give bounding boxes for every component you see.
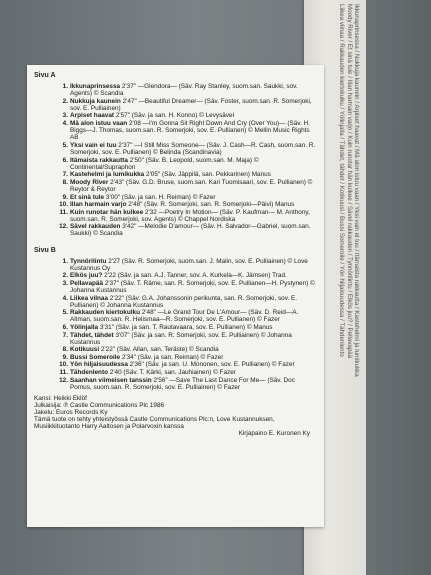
track-info: 2'48" —Le Grand Tour De L'Amour— (Säv. D. Reid—A. Altman, suom.san. R. Helismaa—R. Somerjoki, sov. E. Pullianen) © Fazer [70, 309, 299, 324]
track-details [70, 223, 318, 237]
track-info: 2'22" (Säv. G.A. Johanssonin perikunta, san. R. Somerjoki, sov. E. Pullianen) © Johanna Kustannus [70, 294, 298, 309]
track-row [34, 194, 318, 201]
track-row [34, 142, 318, 156]
track-details [70, 361, 318, 368]
track-details [70, 120, 318, 141]
track-info: 2'37" (Säv. T. Räme, san. R. Somerjoki, sov. E. Pullianen—H. Pystynen) © Johanna Kustannus [70, 279, 315, 295]
track-number: 5. [62, 309, 68, 317]
track-number: 7. [62, 171, 68, 179]
track-number: 3. [62, 279, 68, 287]
track-row [34, 98, 318, 112]
track-number: 9. [62, 353, 68, 361]
track-number: 4. [62, 294, 68, 302]
track-details [70, 295, 318, 309]
track-title: Kastehelmi ja lumikukka [70, 171, 145, 179]
track-number: 12. [59, 223, 68, 231]
track-title: Mä alon istuu vaan [70, 120, 128, 128]
track-info: 2'50" (Säv. B. Leopold, suom.san. M. Maja) © Continental/Supraphon [70, 156, 259, 171]
track-number: 5. [62, 141, 68, 149]
spine-line: Liikea vilnaa / Rakkauden kiertokulku / Yölinjalla / Tähdet, tähdet / Kotikuusi / Bussi Someroile / Yön hiljaisuudessa / Tähdenlento [338, 4, 346, 357]
track-row [34, 83, 318, 97]
track-details [70, 112, 318, 119]
track-row [34, 201, 318, 208]
track-number: 12. [59, 376, 68, 384]
track-row [34, 377, 318, 391]
track-details [70, 171, 318, 178]
track-number: 9. [62, 193, 68, 201]
track-info: 2'08 —I'm Gonna Sit Right Down And Cry (Over You)— (Säv. H. Biggs—J. Thomas, suom.san. R. Somerjoki, sov. E. Pullianen) © Mellin Music Rights AB [70, 120, 310, 142]
track-title: Liikea vilnaa [70, 294, 109, 302]
track-row [34, 112, 318, 119]
track-info: 2'48" (Säv. R. Somerjoki, san. R. Somerjoki—Päivi) Manus [126, 201, 295, 209]
track-details [70, 309, 318, 323]
side-a-heading: Sivu A [34, 72, 56, 79]
spine-line: Ikkunaprinsessa / Nukkuja kaunein / Arpiset haavat / Mä alon istuu vaan / Yksi vain ei tuu / Itämaista rakkautta / Kastehelmi ja lumikukka [353, 4, 360, 377]
track-details [70, 354, 318, 361]
track-row [34, 354, 318, 361]
credit-cover: Kansi: Heikki Eklöf [34, 394, 87, 402]
track-info: 2'36" (Säv. ja san. U. Mononen, sov. E. Pullianen) © Fazer [127, 361, 295, 369]
track-row [34, 369, 318, 376]
track-info: 2'43" (Säv. G.D. Bruse, suom.san. Kari Tuomisaari, sov. E. Pullianen) © Reytor & Reytor [70, 178, 313, 193]
track-row [34, 258, 318, 272]
track-number: 8. [62, 346, 68, 354]
track-details [70, 201, 318, 208]
track-info: 2'56" —Save The Last Dance For Me— (Säv. Doc Pomus, suom.san. R. Somerjoki, sov. E. Pulliainen) © Fazer [70, 376, 295, 391]
track-info: 2'22" (Säv. Allan, san. Teräste) © Scandia [99, 346, 219, 354]
track-row [34, 309, 318, 323]
track-number: 11. [59, 208, 68, 216]
track-number: 2. [62, 272, 68, 280]
track-title: Moody River [70, 178, 109, 186]
track-title: Rakkauden kiertokulku [70, 309, 140, 317]
track-row [34, 324, 318, 331]
track-number: 11. [59, 369, 68, 377]
cassette-insert-card [27, 65, 324, 527]
track-number: 6. [62, 324, 68, 331]
track-details [70, 98, 318, 112]
track-details [70, 83, 318, 97]
track-info: 3'42" —Melodie D'amour— (Säv. H. Salvador—Gabriel, suom.san. Saukki) © Scandia [70, 223, 311, 238]
track-title: Sävel rakkauden [70, 223, 121, 231]
track-row [34, 157, 318, 171]
track-title: Ikkunaprinsessa [70, 83, 121, 91]
track-title: Tähdenlento [70, 369, 108, 377]
track-details [70, 179, 318, 193]
track-row [34, 332, 318, 346]
track-info: 2'32 —Poetry In Motion— (Säv. P. Kaufman— M. Anthony, suom.san. R. Somerjoki, sov. Agents) © Chappel Nordiska [70, 208, 310, 223]
track-info: 3'31" (Säv. ja san. T. Rautavaara, sov. E. Pullianen) © Manus [98, 324, 273, 331]
track-title: Pellavapää [70, 279, 104, 287]
track-number: 1. [62, 257, 68, 265]
track-info: 2'47" —Beautiful Dreamer— (Säv. Foster, suom.san. R. Somerjoki, sov. E. Pulliainen) [70, 97, 312, 112]
side-b-heading: Sivu B [34, 246, 56, 254]
track-details [70, 272, 318, 279]
track-details [70, 377, 318, 391]
track-title: Kuin runotar hän kulkee [70, 208, 144, 216]
track-number: 10. [59, 201, 68, 209]
spine-text [338, 4, 360, 564]
track-info: 2'40 (Säv. T. Kärki, san. Jauhiainen) © Fazer [108, 369, 236, 377]
track-details [70, 258, 318, 272]
track-row [34, 346, 318, 353]
track-details [70, 280, 318, 294]
track-title: Yölinjalla [70, 324, 99, 331]
track-number: 2. [62, 97, 68, 105]
side-b-track-list [34, 258, 318, 391]
track-row [34, 223, 318, 237]
track-number: 10. [59, 361, 68, 369]
track-title: Nukkuja kaunein [70, 97, 121, 105]
track-number: 8. [62, 178, 68, 186]
track-details [70, 369, 318, 376]
track-title: Illan harmain varjo [70, 201, 127, 209]
track-info: 2'22 (Säv. ja san. A.J. Tanner, sov. A. Kurkela—K. Jämsen) Trad. [102, 272, 287, 280]
track-title: Et sinä tule [70, 193, 105, 201]
track-number: 6. [62, 156, 68, 164]
track-info: 2'37" —I Still Miss Someone— (Säv. J. Cash—R. Cash, suom.san. R. Somerjoki, sov. E. Pullianen) © Belinda (Scandinavia) [70, 141, 316, 156]
track-row [34, 272, 318, 279]
track-title: Bussi Someroile [70, 353, 121, 361]
track-details [70, 209, 318, 223]
credit-printer: Kirjapaino E. Kuronen Ky [238, 430, 310, 438]
credit-note: Tämä tuote on tehty yhteistyössä Castle Communications Plc:n, Love Kustannuksen, Musiikkituotanto Harry Aaltosen ja Polarvoxin kanssa [34, 416, 275, 431]
credit-distribution: Jakelu: Euros Records Ky [34, 409, 108, 417]
track-title: Kotikuusi [70, 346, 100, 354]
track-info: 2'27 (Säv. R. Somerjoki, suom.san. J. Malin, sov. E. Pulliainen) © Love Kustannus Oy [70, 257, 308, 272]
track-info: 3'00" (Säv. ja san. H. Reiman) © Fazer [104, 193, 216, 201]
track-row [34, 361, 318, 368]
track-info: 2'05" (Säv. Jäppilä, san. Pekkarinen) Manus [144, 171, 271, 179]
track-row [34, 280, 318, 294]
track-row [34, 295, 318, 309]
track-title: Yön hiljaisuudessa [70, 361, 128, 369]
track-info: 3'07" (Säv. ja san. R. Somerjoki, sov. E. Pulliainen) © Johanna Kustannus [70, 331, 292, 346]
track-title: Tähdet, tähdet [70, 331, 114, 339]
track-details [70, 157, 318, 171]
track-row [34, 179, 318, 193]
credit-publisher: Julkaisija: ℗ Castle Communications Plc 1986 [34, 401, 165, 409]
track-title: Saanhan viimeisen tanssin [70, 376, 152, 384]
spine-line: Moody River / Et sinä tule / Illan harmain varjo / Kuin runotar hän kulkee / Sävel rakkauden / Tynnörilintu / Elkös juu? / Pellavapää [345, 4, 353, 359]
track-title: Tynnörilintu [70, 257, 107, 265]
track-details [70, 324, 318, 331]
track-row [34, 171, 318, 178]
track-details [70, 332, 318, 346]
track-row [34, 120, 318, 141]
track-title: Yksi vain ei tuu [70, 141, 117, 149]
track-number: 1. [62, 83, 68, 91]
track-details [70, 346, 318, 353]
track-row [34, 209, 318, 223]
track-details [70, 194, 318, 201]
track-number: 4. [62, 120, 68, 128]
side-a-track-list [34, 83, 318, 237]
track-info: 2'37" —Glendora— (Säv. Ray Stanley, suom.san. Saukki, sov. Agents) © Scandia [70, 83, 298, 98]
track-title: Arpiset haavat [70, 112, 115, 120]
track-info: 2'34" (Säv. ja san. Reiman) © Fazer [120, 353, 224, 361]
track-details [70, 142, 318, 156]
track-title: Elkös juu? [70, 272, 103, 280]
track-number: 7. [62, 331, 68, 339]
track-title: Itämaista rakkautta [70, 156, 128, 164]
track-number: 3. [62, 112, 68, 120]
credits-block [34, 395, 318, 438]
track-info: 2'57" (Säv. ja san. H. Konno) © Levysävel [114, 112, 235, 120]
